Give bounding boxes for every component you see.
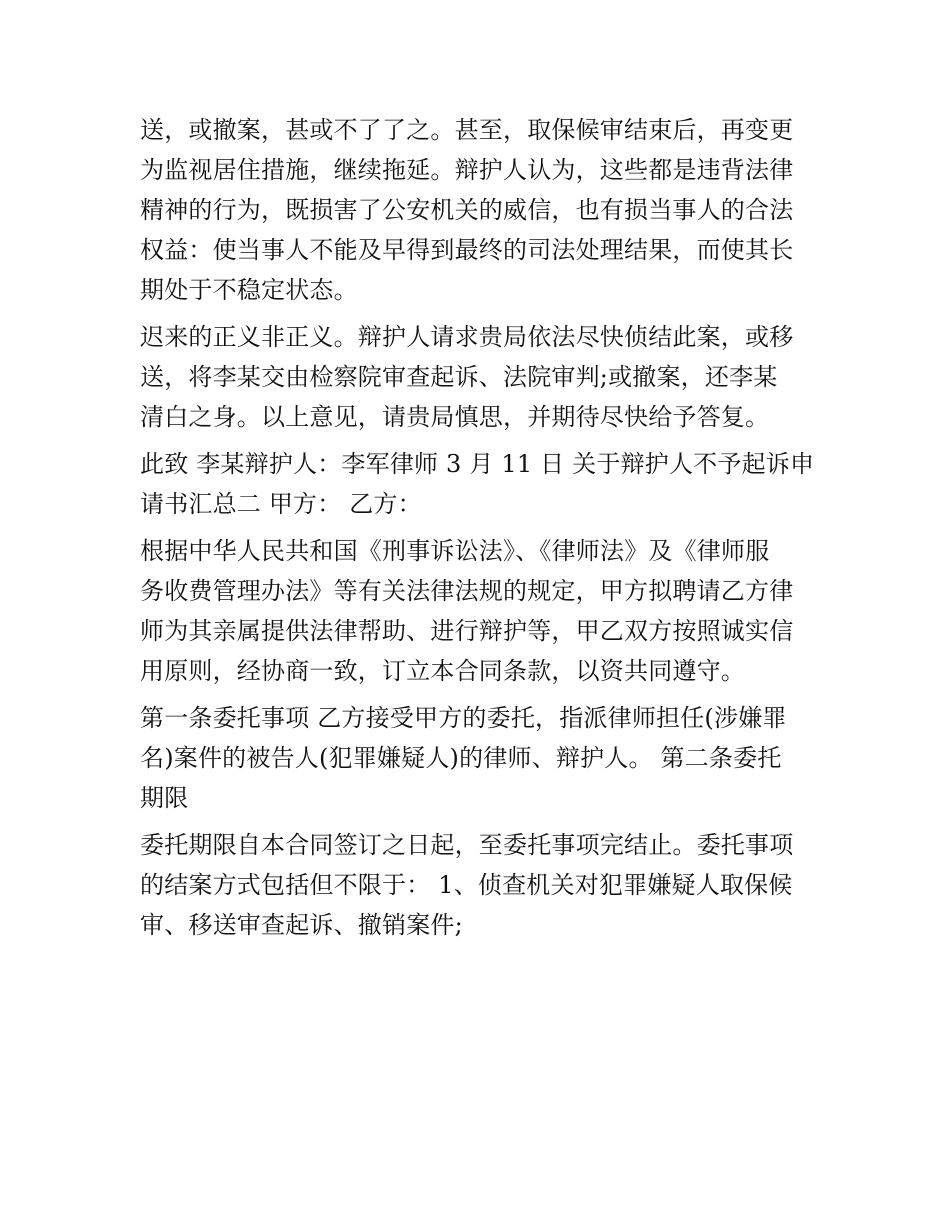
text-line: 的结案方式包括但不限于： 1、侦查机关对犯罪嫌疑人取保候	[140, 871, 793, 899]
text-line: 第一条委托事项 乙方接受甲方的委托，指派律师担任(涉嫌罪	[140, 704, 787, 732]
paragraph-2	[140, 317, 830, 437]
paragraph-6	[140, 825, 830, 945]
text-line: 期处于不稳定状态。	[140, 276, 358, 304]
text-line: 送，或撤案，甚或不了了之。甚至，取保候审结束后，再变更	[140, 116, 794, 144]
text-line: 此致 李某辩护人：李军律师 3 月 11 日 关于辩护人不予起诉申	[140, 450, 815, 478]
text-line: 为监视居住措施，继续拖延。辩护人认为，这些都是违背法律	[140, 156, 794, 184]
text-line: 期限	[140, 784, 189, 812]
paragraph-1	[140, 110, 830, 310]
text-line: 根据中华人民共和国《刑事诉讼法》、《律师法》及《律师服	[140, 537, 770, 565]
text-line: 送，将李某交由检察院审查起诉、法院审判;或撤案，还李某	[140, 363, 778, 391]
paragraph-5	[140, 698, 830, 818]
text-line: 清白之身。以上意见，请贵局慎思，并期待尽快给予答复。	[140, 403, 770, 431]
text-line: 精神的行为，既损害了公安机关的威信，也有损当事人的合法	[140, 196, 794, 224]
text-line: 名)案件的被告人(犯罪嫌疑人)的律师、辩护人。 第二条委托	[140, 744, 782, 772]
paragraph-3	[140, 444, 830, 524]
document-body	[140, 110, 830, 945]
paragraph-4	[140, 531, 830, 691]
text-line: 请书汇总二 甲方： 乙方：	[140, 490, 422, 518]
text-line: 委托期限自本合同签订之日起，至委托事项完结止。委托事项	[140, 831, 794, 859]
text-line: 审、移送审查起诉、撤销案件;	[140, 911, 463, 939]
text-line: 迟来的正义非正义。辩护人请求贵局依法尽快侦结此案，或移	[140, 323, 794, 351]
text-line: 用原则，经协商一致，订立本合同条款，以资共同遵守。	[140, 657, 745, 685]
text-line: 师为其亲属提供法律帮助、进行辩护等，甲乙双方按照诚实信	[140, 617, 794, 645]
text-line: 权益：使当事人不能及早得到最终的司法处理结果，而使其长	[140, 236, 794, 264]
text-line: 务收费管理办法》等有关法律法规的规定，甲方拟聘请乙方律	[140, 577, 794, 605]
